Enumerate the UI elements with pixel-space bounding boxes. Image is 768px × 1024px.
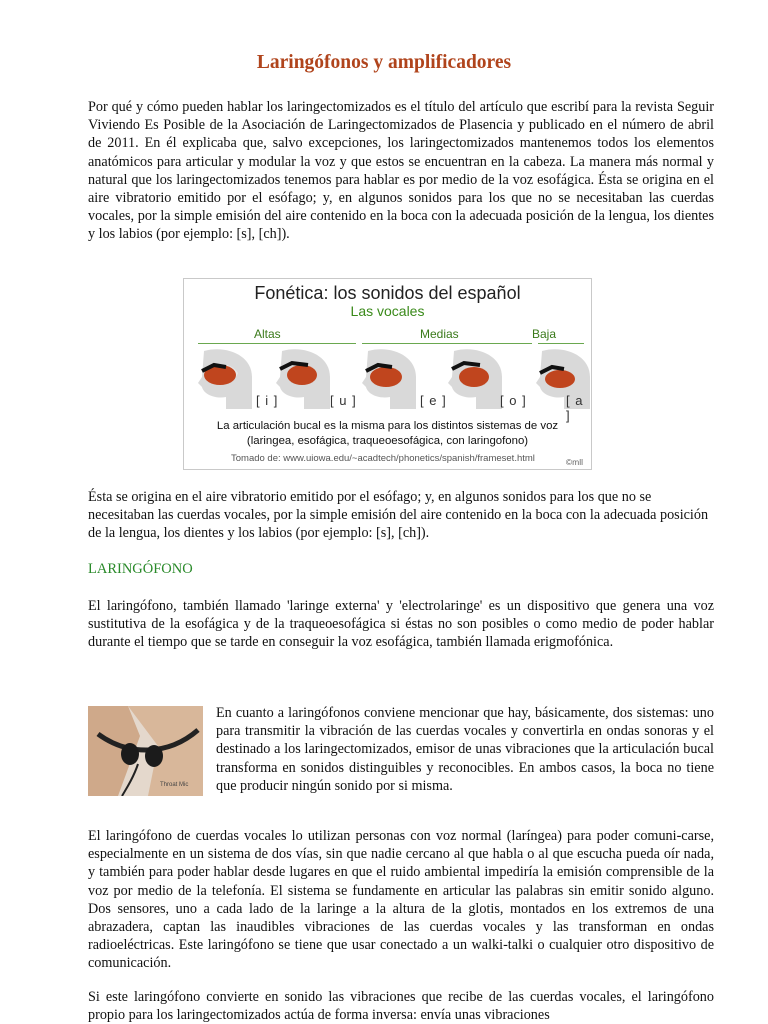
baja-divider xyxy=(538,343,584,344)
category-baja: Baja xyxy=(532,327,557,341)
vowel-head-i-icon xyxy=(196,347,256,409)
figure-caption-line2: (laringea, esofágica, traqueoesofágica, con laringofono) xyxy=(246,435,529,447)
photo-caption: Throat Mic xyxy=(160,782,189,788)
vowel-head-o-icon xyxy=(446,347,506,409)
vocal-cord-laringofono-paragraph: El laringófono de cuerdas vocales lo utilizan personas con voz normal (laríngea) para poder comuni-carse, especialmente en un sistema de dos vías, sin que nadie cercano al que habla o al que escucha pueda oír nada, y también para poder hablar desde lugares en que el ruido ambiental impediría la emisión comprensible de la voz por medio de la telefonía. El sistema se fundamente en articular las palabras sin emitir sonido alguno. Dos sensores, uno a cada lado de la laringe a la altura de la glotis, montados en los extremos de una abrazadera, captan las inaudibles vibraciones de las cuerdas vocales y las transforman en ondas radioeléctricas. Este laringófono se tiene que usar conectado a un walki-talki o cualquier otro dispositivo de comunicación. xyxy=(88,828,714,972)
altas-divider xyxy=(198,343,356,344)
section-heading: LARINGÓFONO xyxy=(88,561,193,577)
figure-subtitle: Las vocales xyxy=(350,303,425,319)
figure-source: Tomado de: www.uiowa.edu/~acadtech/phonetics/spanish/frameset.html xyxy=(231,453,535,464)
vowel-head-e-icon xyxy=(360,347,420,409)
figure-caption xyxy=(184,419,591,449)
throat-mic-photo xyxy=(88,706,203,796)
category-altas: Altas xyxy=(254,327,281,341)
inverse-laringofono-paragraph: Si este laringófono convierte en sonido las vibraciones que recibe de las cuerdas vocales, el laringófono propio para los laringectomizados actúa de forma inversa: envía unas vibraciones xyxy=(88,989,714,1024)
vowel-label-e: [ e ] xyxy=(420,393,447,408)
figure-caption-line1: La articulación bucal es la misma para los distintos sistemas de voz xyxy=(216,420,559,432)
second-paragraph: Ésta se origina en el aire vibratorio emitido por el esófago; y, en algunos sonidos para los que no se necesitaban las cuerdas vocales, por la simple emisión del aire contenido en la boca con la adecuada posición de la lengua, los dientes y los labios (por ejemplo: [s], [ch]). xyxy=(88,489,709,542)
medias-divider xyxy=(362,343,532,344)
vowel-label-a: [ a ] xyxy=(566,393,584,423)
vowel-label-i: [ i ] xyxy=(256,393,279,408)
figure-title: Fonética: los sonidos del español xyxy=(254,283,521,303)
vowel-label-o: [ o ] xyxy=(500,393,527,408)
vowel-label-u: [ u ] xyxy=(330,393,357,408)
intro-paragraph: Por qué y cómo pueden hablar los laringectomizados es el título del artículo que escribí para la revista Seguir Viviendo Es Posible de la Asociación de Laringectomizados de Plasencia y publicado en el número de abril de 2011. En él explicaba que, salvo excepciones, los laringectomizados mantenemos todos los elementos anatómicos para articular y modular la voz y que estos se encuentran en la cabeza. La manera más normal y natural que los laringectomizados tenemos para hablar es por medio de la voz esofágica. Ésta se origina en el aire vibratorio emitido por el esófago; y, en algunos sonidos para los que no se necesitaban las cuerdas vocales, por la simple emisión del aire contenido en la boca con la adecuada posición de la lengua, los dientes y los labios (por ejemplo: [s], [ch]). xyxy=(88,99,714,243)
laringofono-systems-paragraph: En cuanto a laringófonos conviene mencionar que hay, básicamente, dos sistemas: uno para transmitir la vibración de las cuerdas vocales y convertirla en ondas sonoras y el destinado a los laringectomizados, emisor de unas vibraciones que la articulación bucal transforma en sonidos distinguibles y reconocibles. En ambos casos, la boca no tiene que producir ningún sonido por si misma. xyxy=(216,705,714,794)
vowel-head-u-icon xyxy=(274,347,334,409)
category-medias: Medias xyxy=(420,327,459,341)
laringofono-definition-paragraph: El laringófono, también llamado 'laringe externa' y 'electrolaringe' es un dispositivo que genera una voz sustitutiva de la esofágica y de la traqueoesofágica si éstas no son posibles o como medio de poder hablar durante el tiempo que se tarde en conseguir la voz esofágica, también llamada erigmofónica. xyxy=(88,598,714,651)
vowels-figure xyxy=(183,278,592,470)
figure-copyright: ©mll xyxy=(565,457,583,467)
page-title: Laringófonos y amplificadores xyxy=(256,52,512,73)
